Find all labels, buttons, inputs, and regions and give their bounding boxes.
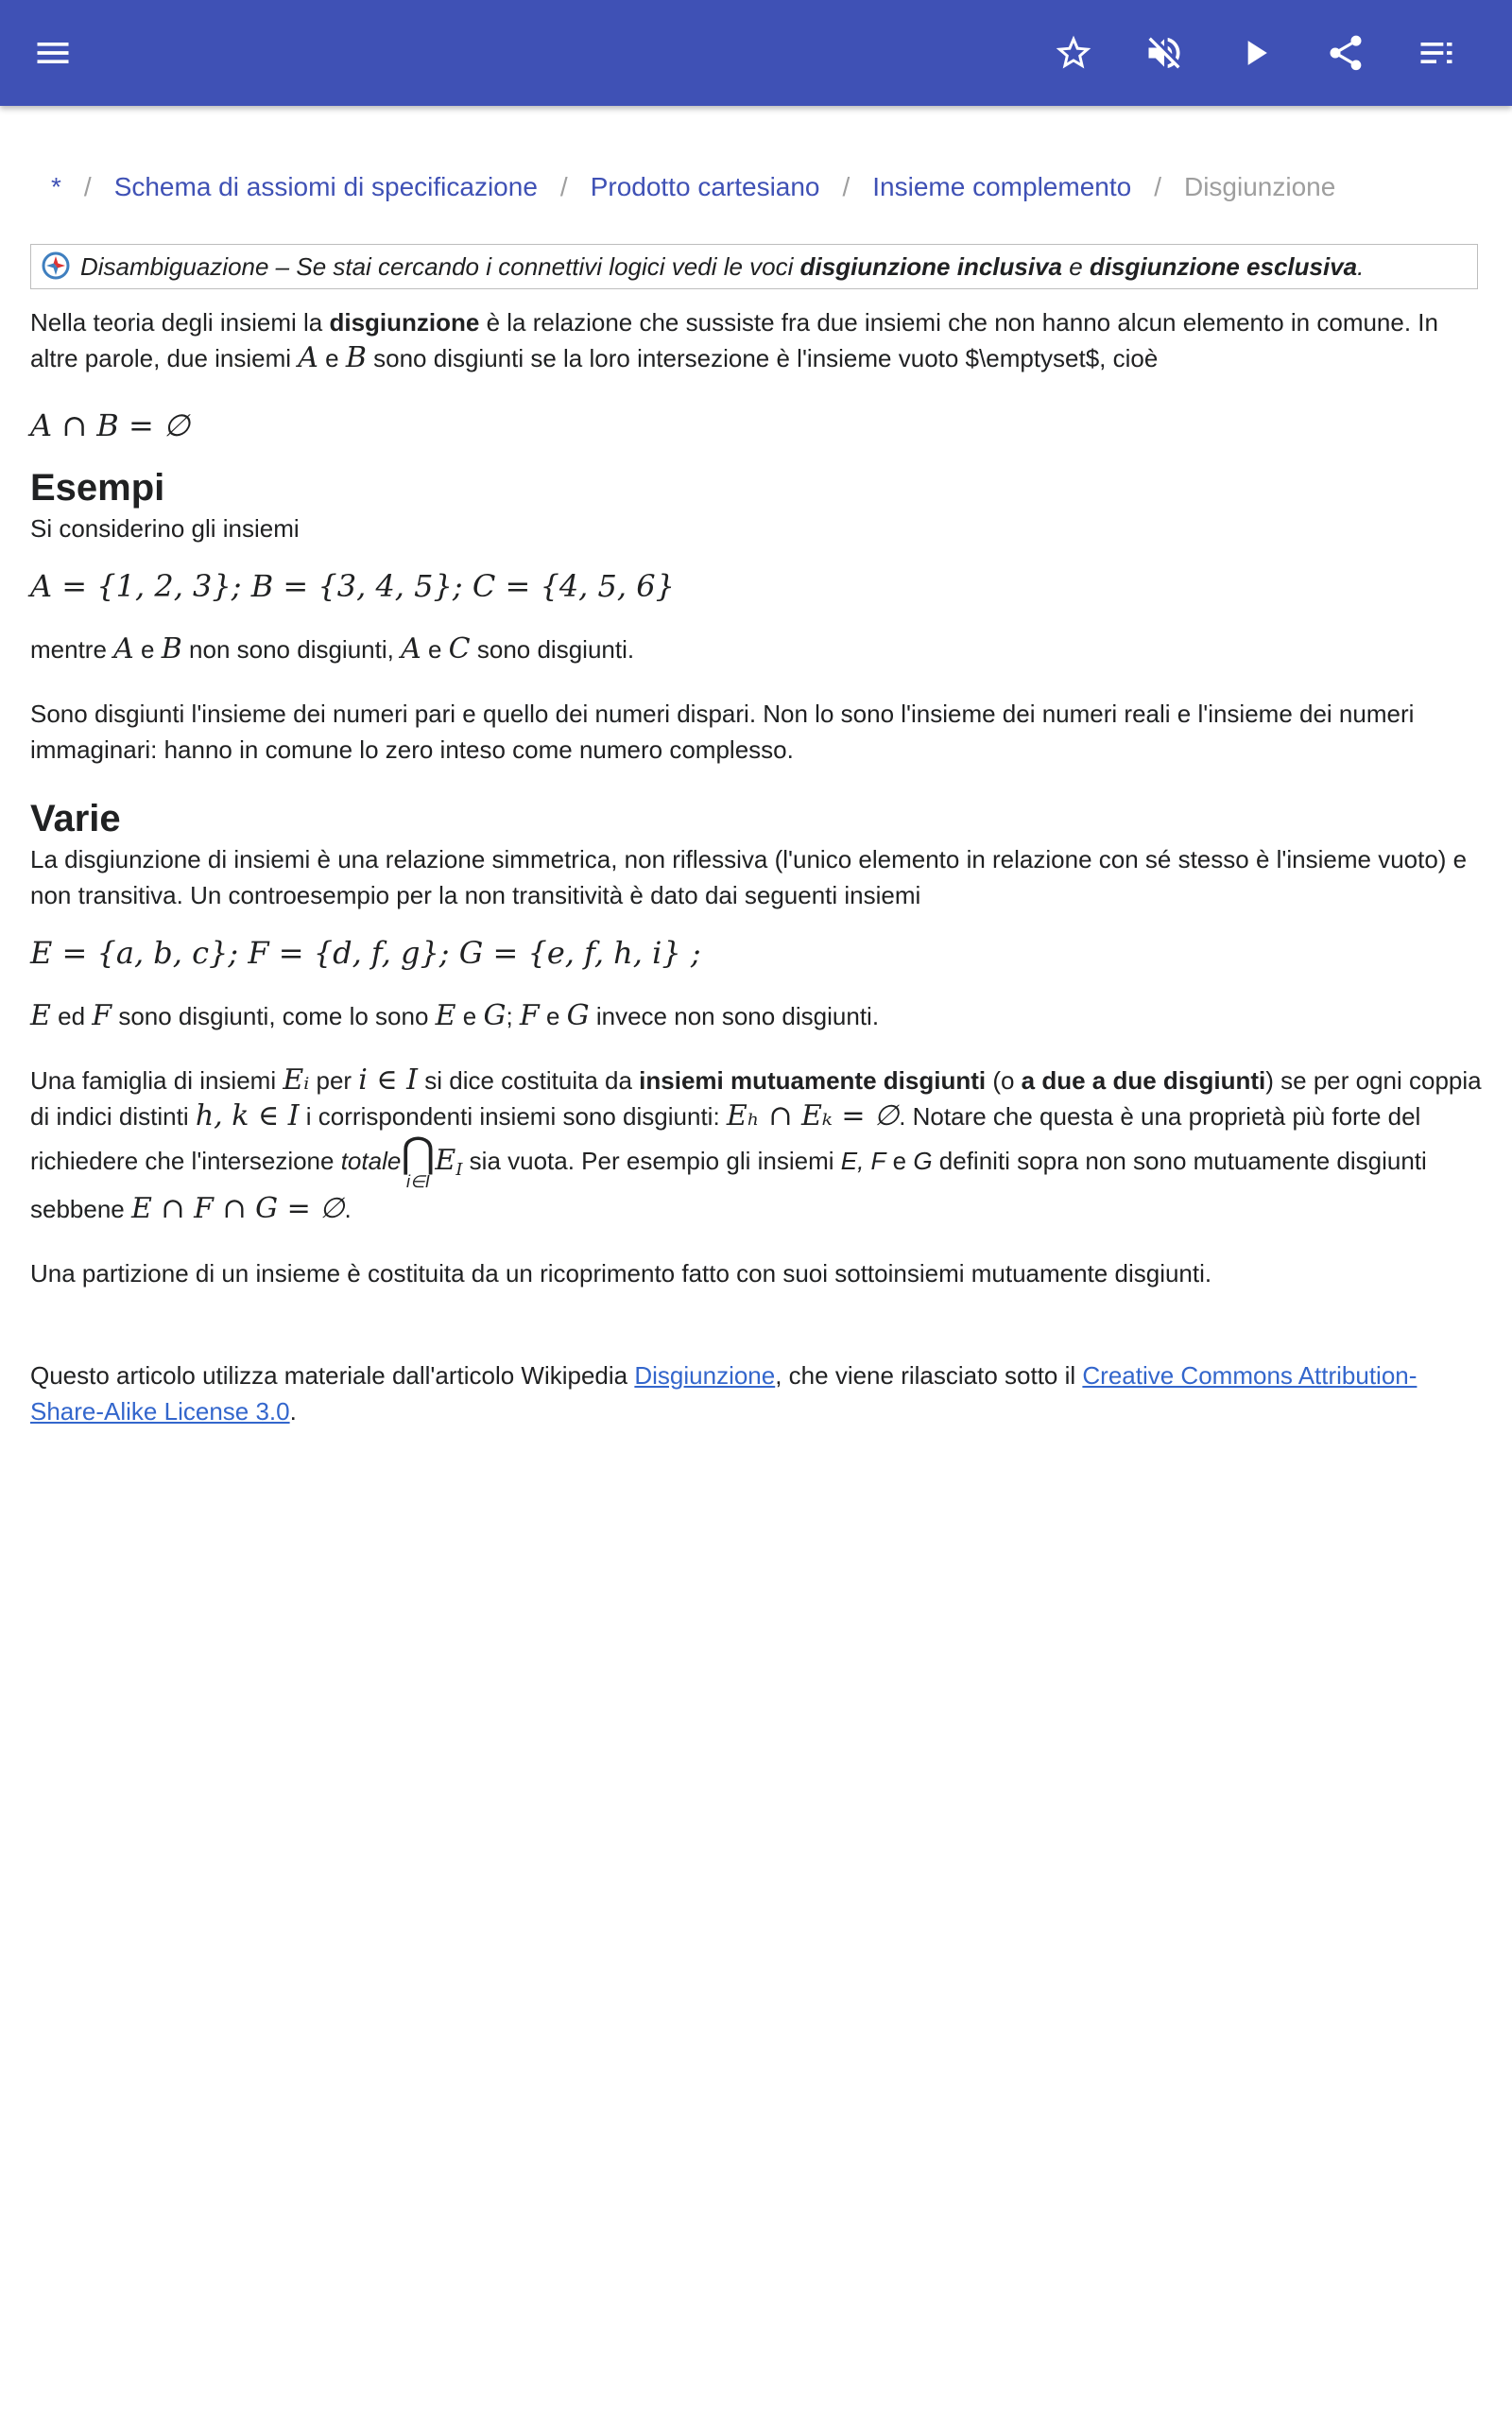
breadcrumb-separator: / <box>842 172 850 201</box>
menu-button[interactable] <box>25 25 81 81</box>
volume-off-icon <box>1143 32 1185 74</box>
formula-sets-efg: E = {a, b, c}; F = {d, f, g}; G = {e, f, h, i} ; <box>30 935 701 971</box>
play-button[interactable] <box>1227 25 1283 81</box>
big-intersection <box>401 1130 436 1191</box>
math-subscript: I <box>455 1160 463 1181</box>
math-symbol: A <box>113 632 134 666</box>
text: ) se per ogni coppia di indici distinti <box>30 1066 1482 1131</box>
license-link[interactable]: Creative Commons Attribution-Share-Alike License 3.0 <box>30 1361 1418 1426</box>
text: . <box>344 1195 352 1223</box>
article-content <box>30 304 1482 1458</box>
disambiguation-text: Disambiguazione – Se stai cercando i connettivi logici vedi le voci <box>80 252 800 281</box>
math-symbol: i ∈ I <box>358 1063 419 1097</box>
text: ; <box>506 1002 520 1030</box>
varie-paragraph-1: La disgiunzione di insiemi è una relazione simmetrica, non riflessiva (l'unico elemento in relazione con sé stesso è l'insieme vuoto) e non transitiva. Un controesempio per la non transitività è dato dai seguenti insiemi <box>30 845 1468 909</box>
text: (o <box>986 1066 1022 1095</box>
disambiguation-link-inclusive[interactable]: disgiunzione inclusiva <box>799 252 1063 281</box>
text: mentre <box>30 635 114 664</box>
disambiguation-conj: e <box>1062 252 1090 281</box>
license-footer <box>30 1357 1482 1429</box>
text: , che viene rilasciato sotto il <box>775 1361 1083 1390</box>
bold-term: insiemi mutuamente disgiunti <box>639 1066 987 1095</box>
intro-text: è la relazione che sussiste fra due insiemi che non hanno alcun elemento in comune. In altre parole, due insiemi <box>30 308 1438 372</box>
math-symbol: F <box>519 999 540 1032</box>
intro-text: sono disgiunti se la loro intersezione è l'insieme vuoto $\emptyset$, cioè <box>366 344 1159 372</box>
breadcrumb-separator: / <box>1154 172 1161 201</box>
intro-bold-term: disgiunzione <box>329 308 480 337</box>
share-button[interactable] <box>1317 25 1374 81</box>
breadcrumb-item-root[interactable]: * <box>51 172 61 201</box>
playlist-button[interactable] <box>1408 25 1465 81</box>
esempi-paragraph-2 <box>30 631 1482 667</box>
wikipedia-source-link[interactable]: Disgiunzione <box>634 1361 776 1390</box>
formula-sets-abc: A = {1, 2, 3}; B = {3, 4, 5}; C = {4, 5, 6} <box>30 568 675 604</box>
math-symbol: E <box>30 999 51 1032</box>
italic-term: totale <box>340 1146 402 1175</box>
italic-term: G <box>913 1146 933 1175</box>
text: e <box>421 635 449 664</box>
math-symbol: Eᵢ <box>283 1063 310 1097</box>
heading-varie: Varie <box>30 798 121 839</box>
breadcrumb-separator: / <box>83 172 92 201</box>
math-symbol: G <box>483 999 507 1032</box>
breadcrumb-current: Disgiunzione <box>1183 172 1336 201</box>
math-symbol: E <box>435 999 456 1032</box>
text: sia vuota. Per esempio gli insiemi <box>462 1146 841 1175</box>
disambiguation-icon <box>41 251 71 281</box>
varie-paragraph-2 <box>30 998 1482 1034</box>
esempi-paragraph-3: Sono disgiunti l'insieme dei numeri pari e quello dei numeri dispari. Non lo sono l'insieme dei numeri reali e l'insieme dei numeri immaginari: hanno in comune lo zero inteso come numero complesso. <box>30 700 1415 764</box>
text: e <box>539 1002 567 1030</box>
math-symbol: F <box>92 999 112 1032</box>
text: invece non sono disgiunti. <box>589 1002 880 1030</box>
text: e <box>455 1002 484 1030</box>
text: i corrispondenti insiemi sono disgiunti: <box>299 1102 727 1131</box>
bold-term: a due a due disgiunti <box>1021 1066 1266 1095</box>
playlist-icon <box>1416 32 1457 74</box>
intro-text: e <box>318 344 346 372</box>
intersection-index: i∈I <box>406 1172 430 1191</box>
math-symbol: B <box>345 341 367 374</box>
disambiguation-end: . <box>1357 252 1365 281</box>
formula-intersection-empty: A ∩ B = ∅ <box>30 407 190 443</box>
text: Questo articolo utilizza materiale dall'articolo Wikipedia <box>30 1361 635 1390</box>
intro-paragraph <box>30 304 1482 376</box>
mute-button[interactable] <box>1136 25 1193 81</box>
text: ed <box>50 1002 93 1030</box>
text: definiti sopra non sono mutuamente disgiunti sebbene <box>30 1146 1427 1223</box>
math-symbol: G <box>566 999 590 1032</box>
varie-paragraph-4: Una partizione di un insieme è costituita da un ricoprimento fatto con suoi sottoinsiemi mutuamente disgiunti. <box>30 1259 1212 1288</box>
math-symbol: A <box>401 632 421 666</box>
math-symbol: C <box>448 632 471 666</box>
text: e <box>133 635 162 664</box>
breadcrumb-separator: / <box>559 172 568 201</box>
text: si dice costituita da <box>418 1066 640 1095</box>
varie-paragraph-3 <box>30 1063 1482 1227</box>
breadcrumb-item-schema[interactable]: Schema di assiomi di specificazione <box>113 172 538 201</box>
italic-term: E, F <box>840 1146 886 1175</box>
math-formula: Eₕ ∩ Eₖ = ∅ <box>726 1099 900 1132</box>
math-symbol: A <box>298 341 318 374</box>
breadcrumb-item-complemento[interactable]: Insieme complemento <box>872 172 1132 201</box>
text: Una famiglia di insiemi <box>30 1066 284 1095</box>
intro-text: Nella teoria degli insiemi la <box>30 308 330 337</box>
play-icon <box>1234 32 1276 74</box>
breadcrumb-item-prodotto[interactable]: Prodotto cartesiano <box>590 172 820 201</box>
text: per <box>309 1066 359 1095</box>
text: e <box>885 1146 914 1175</box>
disambiguation-link-exclusive[interactable]: disgiunzione esclusiva <box>1089 252 1358 281</box>
favorite-button[interactable] <box>1045 25 1102 81</box>
math-symbol: E <box>435 1143 456 1177</box>
star-outline-icon <box>1053 32 1094 74</box>
disambiguation-notice <box>30 244 1478 289</box>
text: non sono disgiunti, <box>181 635 402 664</box>
text: . Notare che questa è una proprietà più forte del richiedere che l'intersezione <box>30 1102 1421 1175</box>
text: sono disgiunti. <box>470 635 635 664</box>
intersection-operator: ⋂ <box>401 1130 436 1176</box>
menu-icon <box>32 32 74 74</box>
text: sono disgiunti, come lo sono <box>112 1002 436 1030</box>
math-symbol: h, k ∈ I <box>195 1099 300 1132</box>
share-icon <box>1325 32 1366 74</box>
math-formula: E ∩ F ∩ G = ∅ <box>130 1192 345 1225</box>
math-symbol: B <box>161 632 182 666</box>
text: . <box>289 1397 297 1426</box>
heading-esempi: Esempi <box>30 467 165 509</box>
breadcrumb <box>30 166 1486 208</box>
app-bar <box>0 0 1512 106</box>
esempi-paragraph-1: Si considerino gli insiemi <box>30 514 300 543</box>
